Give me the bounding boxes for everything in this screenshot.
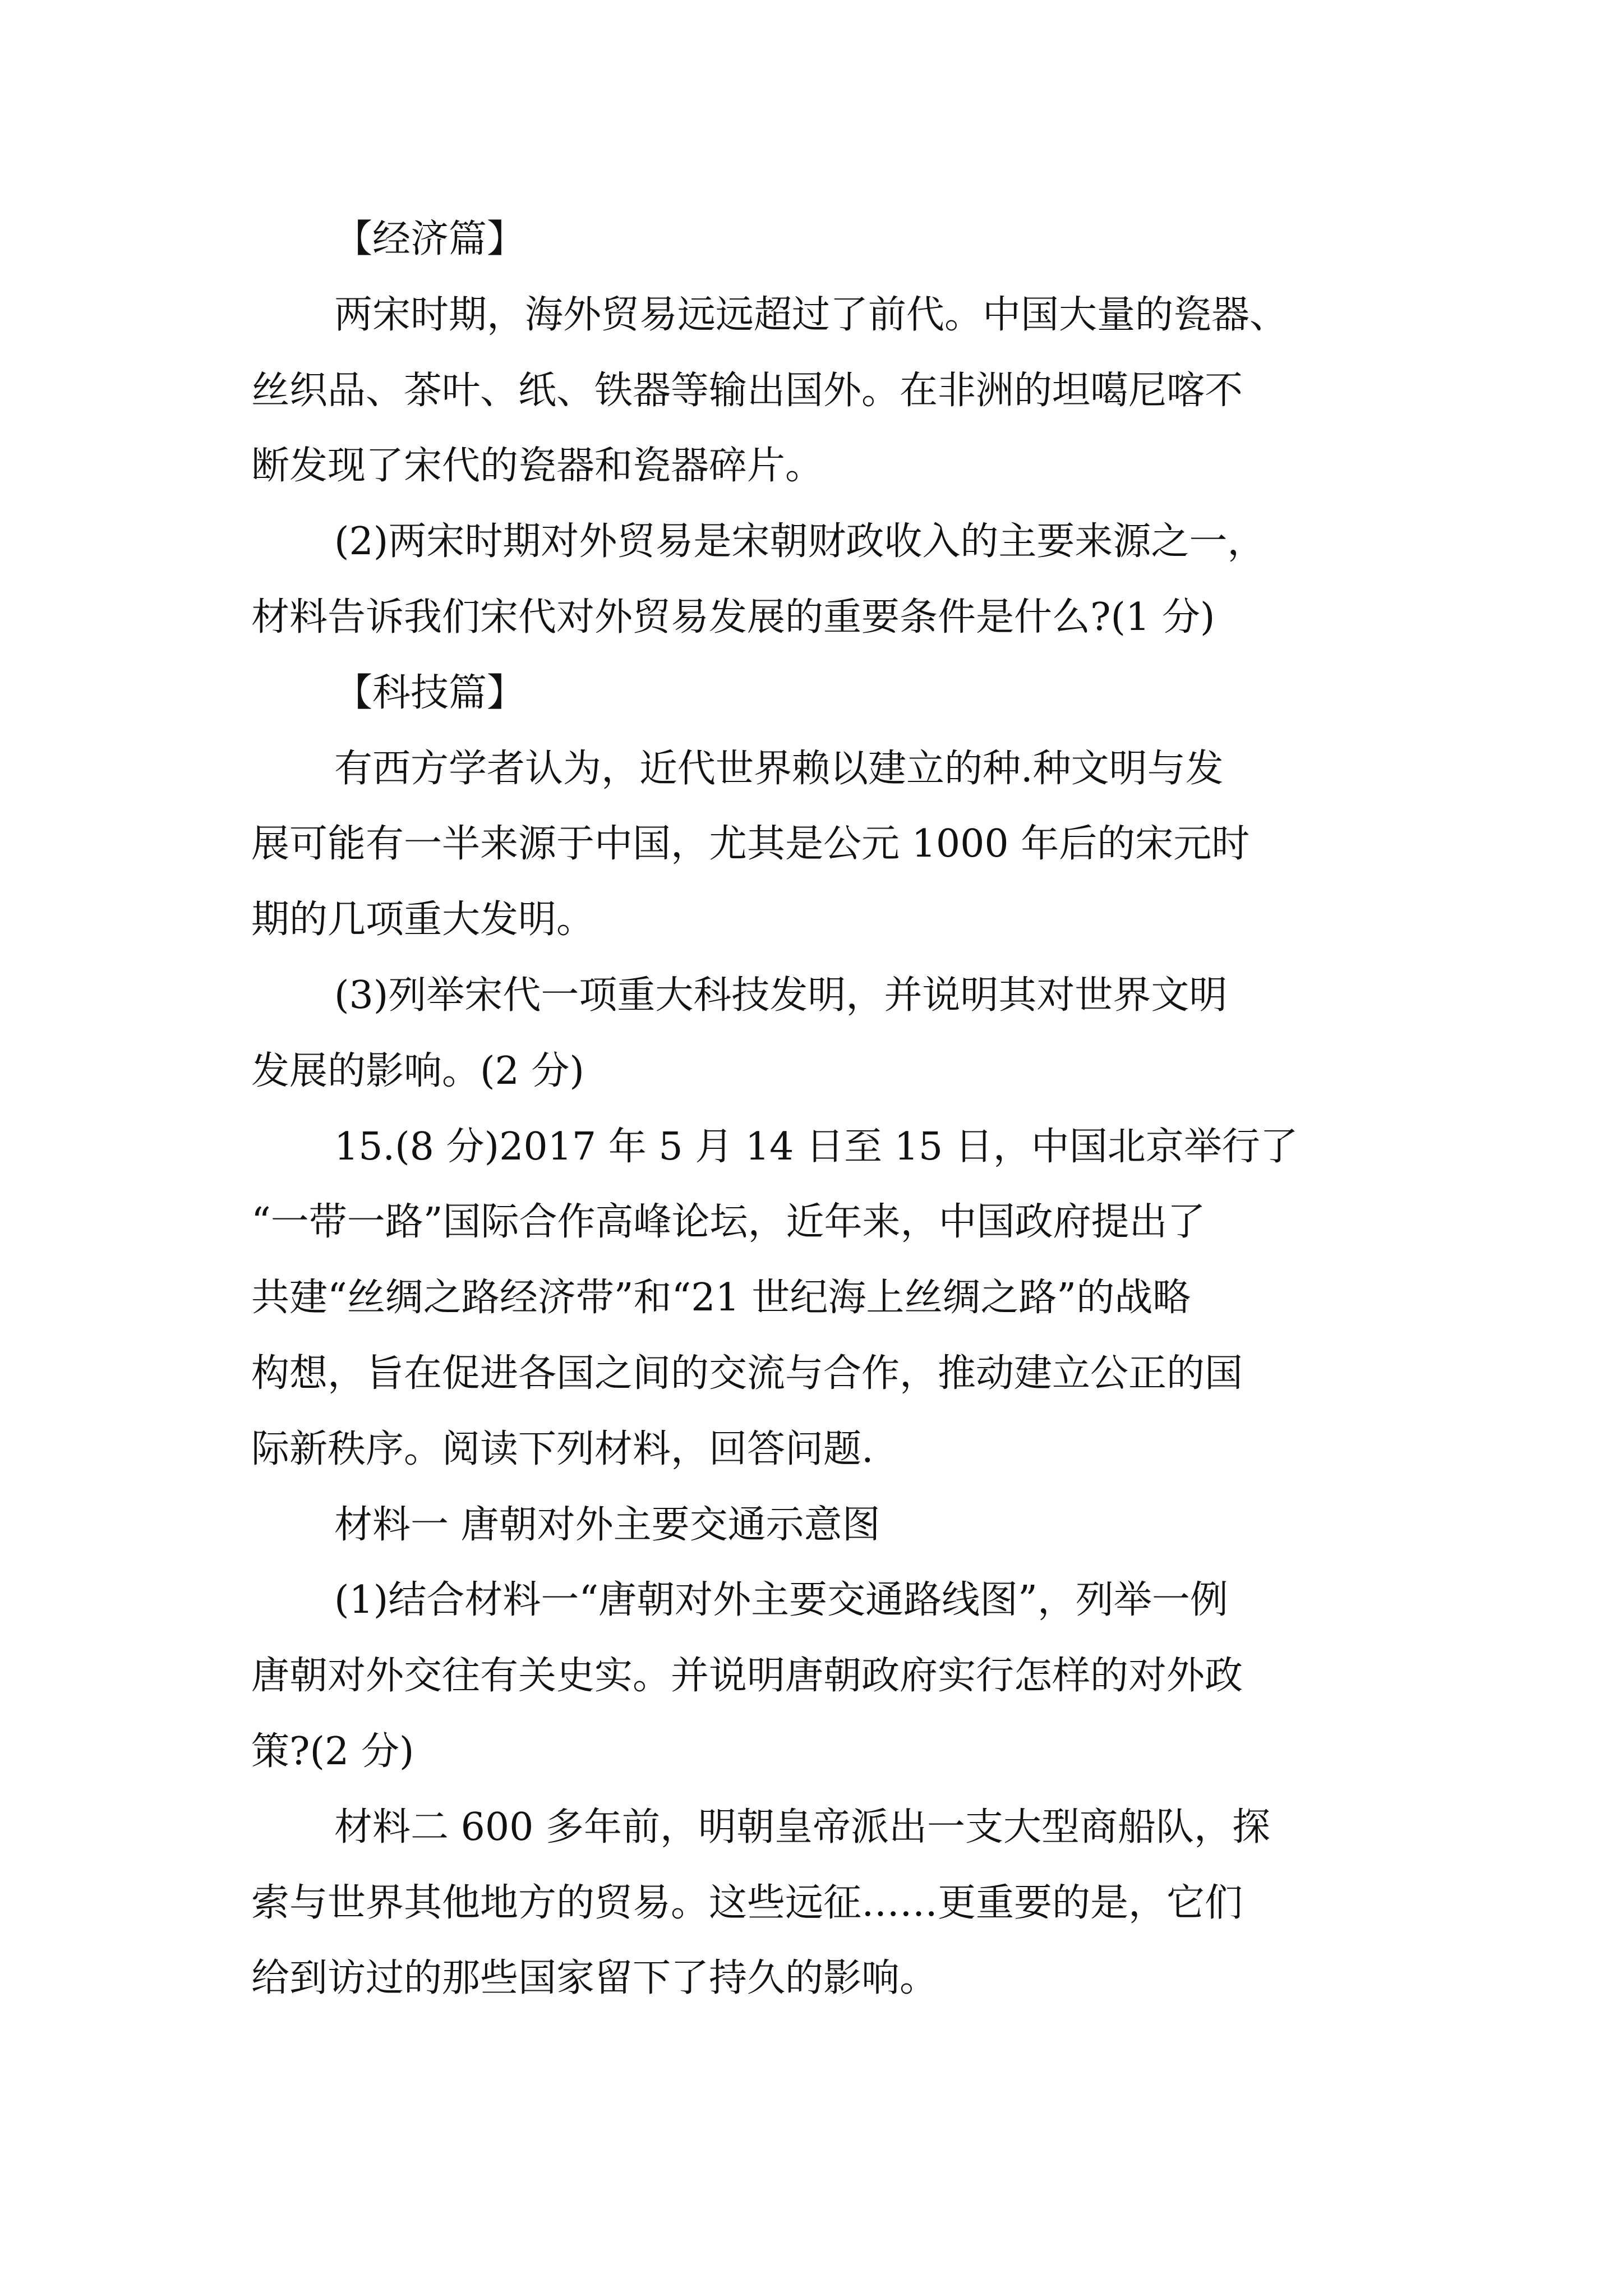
section-heading-technology: 【科技篇】 — [334, 670, 525, 715]
paragraph-line: 展可能有一半来源于中国，尤其是公元 1000 年后的宋元时 — [251, 822, 1250, 867]
paragraph-line: 构想，旨在促进各国之间的交流与合作，推动建立公正的国 — [251, 1351, 1243, 1396]
question-line: 策?(2 分) — [251, 1729, 414, 1774]
paragraph-line: “一带一路”国际合作高峰论坛，近年来，中国政府提出了 — [251, 1200, 1206, 1245]
paragraph-line: 索与世界其他地方的贸易。这些远征……更重要的是，它们 — [251, 1880, 1243, 1925]
question-line: 发展的影响。(2 分) — [251, 1048, 584, 1093]
question-line: (1)结合材料一“唐朝对外主要交通路线图”，列举一例 — [334, 1578, 1228, 1623]
question-15-line: 15.(8 分)2017 年 5 月 14 日至 15 日，中国北京举行了 — [334, 1124, 1298, 1169]
question-line: (3)列举宋代一项重大科技发明，并说明其对世界文明 — [334, 973, 1228, 1018]
paragraph-line: 期的几项重大发明。 — [251, 898, 595, 942]
material-two-line: 材料二 600 多年前，明朝皇帝派出一支大型商船队，探 — [334, 1805, 1271, 1849]
section-heading-economy: 【经济篇】 — [334, 217, 525, 261]
paragraph-line: 断发现了宋代的瓷器和瓷器碎片。 — [251, 444, 824, 489]
material-one-caption: 材料一 唐朝对外主要交通示意图 — [334, 1502, 880, 1547]
paragraph-line: 际新秩序。阅读下列材料，回答问题. — [251, 1427, 874, 1471]
question-line: 唐朝对外交往有关史实。并说明唐朝政府实行怎样的对外政 — [251, 1654, 1243, 1699]
paragraph-line: 共建“丝绸之路经济带”和“21 世纪海上丝绸之路”的战略 — [251, 1276, 1191, 1320]
question-line: 材料告诉我们宋代对外贸易发展的重要条件是什么?(1 分) — [251, 595, 1215, 639]
paragraph-line: 有西方学者认为，近代世界赖以建立的种.种文明与发 — [334, 746, 1224, 791]
paragraph-line: 给到访过的那些国家留下了持久的影响。 — [251, 1956, 938, 2001]
paragraph-line: 丝织品、茶叶、纸、铁器等输出国外。在非洲的坦噶尼喀不 — [251, 368, 1243, 413]
document-page — [251, 202, 1378, 2017]
question-line: (2)两宋时期对外贸易是宋朝财政收入的主要来源之一， — [334, 519, 1266, 564]
paragraph-line: 两宋时期，海外贸易远远超过了前代。中国大量的瓷器、 — [334, 292, 1288, 337]
